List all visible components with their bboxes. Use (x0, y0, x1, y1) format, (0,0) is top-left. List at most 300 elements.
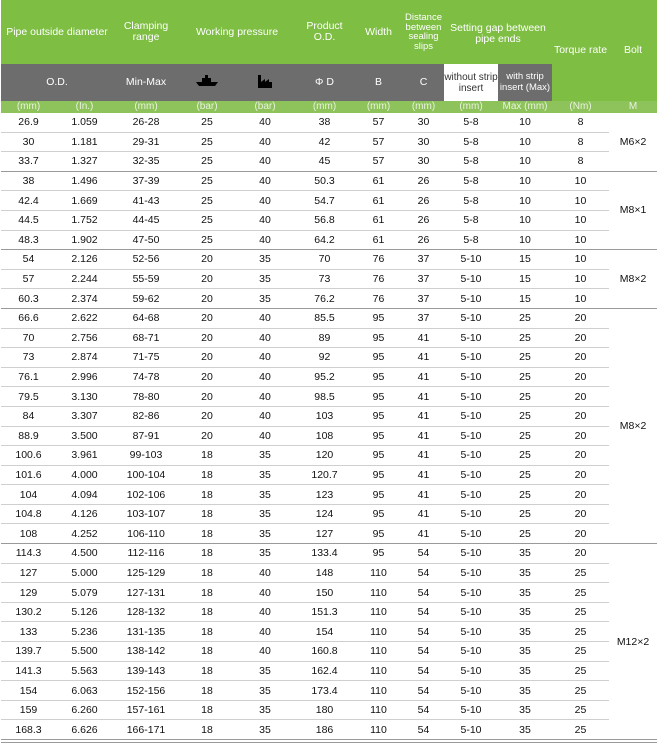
table-cell: 40 (235, 387, 295, 407)
table-cell: 26 (403, 191, 444, 211)
table-cell: 40 (235, 406, 295, 426)
table-cell: 35 (235, 504, 295, 524)
table-row (1, 661, 657, 681)
table-cell: 54 (403, 563, 444, 583)
table-cell: 125-129 (113, 563, 179, 583)
table-cell: 103-107 (113, 504, 179, 524)
table-cell: 25 (552, 622, 609, 642)
table-cell: 100-104 (113, 465, 179, 485)
table-cell: 30 (403, 132, 444, 152)
table-cell: 35 (235, 289, 295, 309)
table-cell: 20 (179, 426, 235, 446)
table-cell: 54 (403, 661, 444, 681)
table-cell: 5-10 (444, 289, 498, 309)
table-cell: 41 (403, 387, 444, 407)
table-cell: 20 (179, 328, 235, 348)
table-cell: 15 (498, 250, 552, 270)
table-cell: 45 (295, 152, 354, 172)
table-cell: 20 (179, 269, 235, 289)
table-row (1, 504, 657, 524)
table-cell: 47-50 (113, 230, 179, 250)
table-cell: 60.3 (1, 289, 56, 309)
table-cell: 54.7 (295, 191, 354, 211)
table-row (1, 250, 657, 270)
table-cell: 20 (552, 308, 609, 328)
table-cell: 18 (179, 446, 235, 466)
table-cell: 54 (403, 642, 444, 662)
table-cell: 76 (354, 269, 403, 289)
table-row (1, 113, 657, 132)
table-cell: 61 (354, 210, 403, 230)
table-cell: 25 (498, 367, 552, 387)
table-cell: 20 (552, 387, 609, 407)
table-cell: 25 (552, 583, 609, 603)
table-cell: 1.327 (56, 152, 113, 172)
table-cell: 5.126 (56, 602, 113, 622)
units-row (1, 101, 657, 113)
table-cell: 95 (354, 544, 403, 564)
table-cell: 95 (354, 406, 403, 426)
table-cell: 151.3 (295, 602, 354, 622)
table-cell: 35 (235, 544, 295, 564)
table-cell: 141.3 (1, 661, 56, 681)
table-cell: 10 (552, 210, 609, 230)
table-body (1, 113, 657, 740)
table-cell: 18 (179, 563, 235, 583)
table-cell: 1.059 (56, 113, 113, 132)
table-cell: 8 (552, 113, 609, 132)
table-row (1, 387, 657, 407)
table-cell: 70 (295, 250, 354, 270)
table-cell: 1.181 (56, 132, 113, 152)
table-cell: 130.2 (1, 602, 56, 622)
table-cell: 101.6 (1, 465, 56, 485)
table-cell: 4.094 (56, 485, 113, 505)
table-cell: 42.4 (1, 191, 56, 211)
table-cell: 41 (403, 426, 444, 446)
table-cell: 57 (1, 269, 56, 289)
table-cell: 40 (235, 230, 295, 250)
table-cell: 54 (403, 681, 444, 701)
table-cell: 35 (498, 642, 552, 662)
table-cell: 26 (403, 171, 444, 191)
pipe-coupling-spec-table (1, 0, 657, 740)
table-cell: 54 (403, 622, 444, 642)
table-cell: 44-45 (113, 210, 179, 230)
table-cell: 18 (179, 720, 235, 740)
table-cell: 25 (179, 132, 235, 152)
table-cell: 6.063 (56, 681, 113, 701)
table-cell: 10 (552, 289, 609, 309)
table-cell: 127 (295, 524, 354, 544)
table-cell: 40 (235, 328, 295, 348)
header-distance-slips: Distance between sealing slips (403, 0, 444, 64)
factory-icon (235, 64, 295, 101)
table-row (1, 269, 657, 289)
table-cell: 10 (552, 171, 609, 191)
table-cell: 25 (179, 210, 235, 230)
table-cell: 3.500 (56, 426, 113, 446)
table-cell: 57 (354, 152, 403, 172)
table-cell: 5-10 (444, 367, 498, 387)
table-row (1, 622, 657, 642)
table-cell: 33.7 (1, 152, 56, 172)
table-cell: 10 (552, 230, 609, 250)
table-cell: 110 (354, 642, 403, 662)
table-cell: 5-10 (444, 269, 498, 289)
table-cell: 5-8 (444, 132, 498, 152)
unit-cell: (mm) (113, 101, 179, 113)
unit-cell: (mm) (354, 101, 403, 113)
table-cell: 30 (1, 132, 56, 152)
table-cell: 25 (179, 171, 235, 191)
table-cell: 54 (403, 700, 444, 720)
table-cell: 40 (235, 210, 295, 230)
table-cell: 32-35 (113, 152, 179, 172)
table-cell: 25 (498, 328, 552, 348)
table-cell: 95 (354, 465, 403, 485)
table-cell: 5-10 (444, 661, 498, 681)
header-bolt: Bolt (609, 0, 657, 101)
table-cell: 127 (1, 563, 56, 583)
table-cell: 110 (354, 602, 403, 622)
table-cell: 25 (552, 563, 609, 583)
table-cell: 74-78 (113, 367, 179, 387)
table-cell: 35 (235, 446, 295, 466)
table-cell: 25 (552, 720, 609, 740)
table-cell: 139.7 (1, 642, 56, 662)
table-cell: 40 (235, 367, 295, 387)
table-cell: 40 (235, 583, 295, 603)
table-cell: 79.5 (1, 387, 56, 407)
table-cell: 3.961 (56, 446, 113, 466)
table-cell: 103 (295, 406, 354, 426)
table-cell: 110 (354, 622, 403, 642)
table-cell: 20 (552, 367, 609, 387)
table-cell: 5-8 (444, 171, 498, 191)
table-cell: 186 (295, 720, 354, 740)
table-cell: 35 (498, 622, 552, 642)
table-cell: 5-10 (444, 544, 498, 564)
table-cell: 2.374 (56, 289, 113, 309)
table-cell: 10 (498, 230, 552, 250)
table-cell: 87-91 (113, 426, 179, 446)
unit-cell: (mm) (295, 101, 354, 113)
table-cell: 148 (295, 563, 354, 583)
table-cell: 25 (498, 465, 552, 485)
table-cell: 25 (498, 406, 552, 426)
table-cell: 108 (295, 426, 354, 446)
table-cell: 108 (1, 524, 56, 544)
table-cell: 18 (179, 524, 235, 544)
table-cell: 128-132 (113, 602, 179, 622)
table-cell: 50.3 (295, 171, 354, 191)
table-cell: 1.752 (56, 210, 113, 230)
table-cell: 5.000 (56, 563, 113, 583)
table-cell: 40 (235, 113, 295, 132)
table-cell: 133 (1, 622, 56, 642)
table-cell: 20 (552, 446, 609, 466)
table-cell: 160.8 (295, 642, 354, 662)
table-cell: 40 (235, 191, 295, 211)
table-cell: 110 (354, 563, 403, 583)
table-cell: 4.252 (56, 524, 113, 544)
table-cell: 95 (354, 446, 403, 466)
table-cell: 42 (295, 132, 354, 152)
table-cell: 56.8 (295, 210, 354, 230)
table-row (1, 406, 657, 426)
table-cell: 68-71 (113, 328, 179, 348)
table-cell: 25 (498, 524, 552, 544)
table-cell: 3.130 (56, 387, 113, 407)
table-cell: 5.563 (56, 661, 113, 681)
table-cell: 26 (403, 210, 444, 230)
table-cell: 1.902 (56, 230, 113, 250)
table-row (1, 485, 657, 505)
table-cell: 73 (295, 269, 354, 289)
table-row (1, 465, 657, 485)
table-cell: 61 (354, 171, 403, 191)
unit-cell: (bar) (235, 101, 295, 113)
table-row (1, 367, 657, 387)
table-cell: 64.2 (295, 230, 354, 250)
table-cell: 5-10 (444, 642, 498, 662)
table-cell: 35 (498, 681, 552, 701)
table-cell: 5-10 (444, 485, 498, 505)
table-cell: 88.9 (1, 426, 56, 446)
table-cell: 10 (498, 191, 552, 211)
table-row (1, 328, 657, 348)
table-cell: 5-10 (444, 622, 498, 642)
unit-cell: (bar) (179, 101, 235, 113)
table-cell: 95 (354, 367, 403, 387)
table-cell: 3.307 (56, 406, 113, 426)
header-pipe-od: Pipe outside diameter (1, 0, 113, 64)
table-cell: 20 (552, 426, 609, 446)
table-cell: 5-10 (444, 681, 498, 701)
table-cell: 110 (354, 720, 403, 740)
table-row (1, 642, 657, 662)
table-cell: 10 (498, 132, 552, 152)
table-cell: 2.244 (56, 269, 113, 289)
table-cell: 8 (552, 132, 609, 152)
table-cell: 6.626 (56, 720, 113, 740)
table-cell: 112-116 (113, 544, 179, 564)
table-cell: 18 (179, 544, 235, 564)
header-working-pressure: Working pressure (179, 0, 295, 64)
table-cell: 5-10 (444, 720, 498, 740)
table-cell: 95 (354, 348, 403, 368)
table-cell: 127-131 (113, 583, 179, 603)
table-cell: 40 (235, 152, 295, 172)
table-cell: 35 (498, 544, 552, 564)
table-cell: 102-106 (113, 485, 179, 505)
table-cell: 110 (354, 681, 403, 701)
table-cell: 5-8 (444, 230, 498, 250)
table-cell: 55-59 (113, 269, 179, 289)
table-row (1, 602, 657, 622)
table-cell: 104 (1, 485, 56, 505)
table-cell: 2.756 (56, 328, 113, 348)
table-cell: 95 (354, 485, 403, 505)
table-cell: 20 (552, 328, 609, 348)
table-cell: 40 (235, 642, 295, 662)
table-cell: 73 (1, 348, 56, 368)
table-cell: 26 (403, 230, 444, 250)
table-cell: 2.622 (56, 308, 113, 328)
table-cell: 35 (235, 681, 295, 701)
table-cell: 37 (403, 308, 444, 328)
table-row (1, 720, 657, 740)
table-cell: 35 (498, 661, 552, 681)
table-cell: 71-75 (113, 348, 179, 368)
table-cell: 61 (354, 191, 403, 211)
table-cell: 41 (403, 504, 444, 524)
table-cell: 5-10 (444, 504, 498, 524)
table-cell: 30 (403, 113, 444, 132)
table-row (1, 191, 657, 211)
table-cell: 15 (498, 269, 552, 289)
table-cell: 25 (552, 700, 609, 720)
subheader-b: B (354, 64, 403, 101)
table-cell: 35 (498, 563, 552, 583)
table-cell: 159 (1, 700, 56, 720)
table-cell: 2.874 (56, 348, 113, 368)
table-cell: 25 (498, 485, 552, 505)
table-cell: 40 (235, 348, 295, 368)
table-cell: 5-8 (444, 113, 498, 132)
table-cell: 95 (354, 387, 403, 407)
table-cell: 5-10 (444, 250, 498, 270)
table-cell: 131-135 (113, 622, 179, 642)
table-cell: 40 (235, 132, 295, 152)
table-row (1, 230, 657, 250)
table-row (1, 681, 657, 701)
header-width: Width (354, 0, 403, 64)
table-cell: 20 (552, 524, 609, 544)
table-cell: 20 (179, 348, 235, 368)
table-cell: 18 (179, 642, 235, 662)
table-cell: 5-10 (444, 602, 498, 622)
table-cell: 95 (354, 426, 403, 446)
table-cell: 25 (498, 504, 552, 524)
table-cell: 5-10 (444, 328, 498, 348)
table-cell: 54 (403, 602, 444, 622)
table-cell: 120 (295, 446, 354, 466)
subheader-with-strip: with strip insert (Max) (498, 64, 552, 101)
table-cell: 5-10 (444, 524, 498, 544)
table-cell: 95 (354, 524, 403, 544)
table-cell: 41 (403, 328, 444, 348)
table-cell: 35 (235, 700, 295, 720)
table-cell: 5-10 (444, 583, 498, 603)
table-cell: 40 (235, 602, 295, 622)
table-cell: 41 (403, 348, 444, 368)
table-cell: 35 (498, 583, 552, 603)
table-cell: 152-156 (113, 681, 179, 701)
table-cell: 120.7 (295, 465, 354, 485)
table-cell: 110 (354, 661, 403, 681)
table-cell: 76.1 (1, 367, 56, 387)
subheader-phi-d: Φ D (295, 64, 354, 101)
table-cell: 54 (403, 544, 444, 564)
table-cell: 66.6 (1, 308, 56, 328)
table-cell: 18 (179, 602, 235, 622)
table-cell: 5-10 (444, 465, 498, 485)
table-cell: 41 (403, 465, 444, 485)
table-cell: 82-86 (113, 406, 179, 426)
unit-cell: (Nm) (552, 101, 609, 113)
table-row (1, 132, 657, 152)
table-cell: 10 (498, 152, 552, 172)
table-cell: 37-39 (113, 171, 179, 191)
table-row (1, 289, 657, 309)
unit-cell: (In.) (56, 101, 113, 113)
table-cell: 5-8 (444, 152, 498, 172)
bolt-cell: M12×2 (609, 544, 657, 740)
table-cell: 76 (354, 250, 403, 270)
table-cell: 25 (498, 387, 552, 407)
table-row (1, 348, 657, 368)
table-cell: 38 (1, 171, 56, 191)
table-cell: 41-43 (113, 191, 179, 211)
table-row (1, 426, 657, 446)
table-cell: 8 (552, 152, 609, 172)
table-cell: 95 (354, 328, 403, 348)
table-cell: 54 (1, 250, 56, 270)
subheader-c: C (403, 64, 444, 101)
table-cell: 25 (179, 230, 235, 250)
table-row (1, 152, 657, 172)
table-cell: 41 (403, 446, 444, 466)
table-cell: 20 (552, 544, 609, 564)
unit-cell: (mm) (444, 101, 498, 113)
table-cell: 2.126 (56, 250, 113, 270)
table-cell: 20 (552, 485, 609, 505)
table-cell: 1.669 (56, 191, 113, 211)
table-cell: 48.3 (1, 230, 56, 250)
table-cell: 10 (552, 191, 609, 211)
table-cell: 18 (179, 700, 235, 720)
table-cell: 18 (179, 485, 235, 505)
table-cell: 54 (403, 720, 444, 740)
table-cell: 37 (403, 250, 444, 270)
table-cell: 41 (403, 524, 444, 544)
table-cell: 110 (354, 700, 403, 720)
table-cell: 5-10 (444, 308, 498, 328)
table-cell: 5-10 (444, 348, 498, 368)
table-cell: 37 (403, 289, 444, 309)
table-cell: 18 (179, 661, 235, 681)
table-cell: 129 (1, 583, 56, 603)
table-cell: 41 (403, 406, 444, 426)
table-cell: 20 (179, 387, 235, 407)
table-row (1, 446, 657, 466)
table-cell: 85.5 (295, 308, 354, 328)
table-cell: 44.5 (1, 210, 56, 230)
table-row (1, 700, 657, 720)
table-cell: 139-143 (113, 661, 179, 681)
table-cell: 35 (235, 485, 295, 505)
table-cell: 35 (235, 250, 295, 270)
table-row (1, 308, 657, 328)
table-cell: 4.126 (56, 504, 113, 524)
table-cell: 20 (179, 250, 235, 270)
table-cell: 57 (354, 113, 403, 132)
table-row (1, 171, 657, 191)
table-cell: 98.5 (295, 387, 354, 407)
table-row (1, 524, 657, 544)
